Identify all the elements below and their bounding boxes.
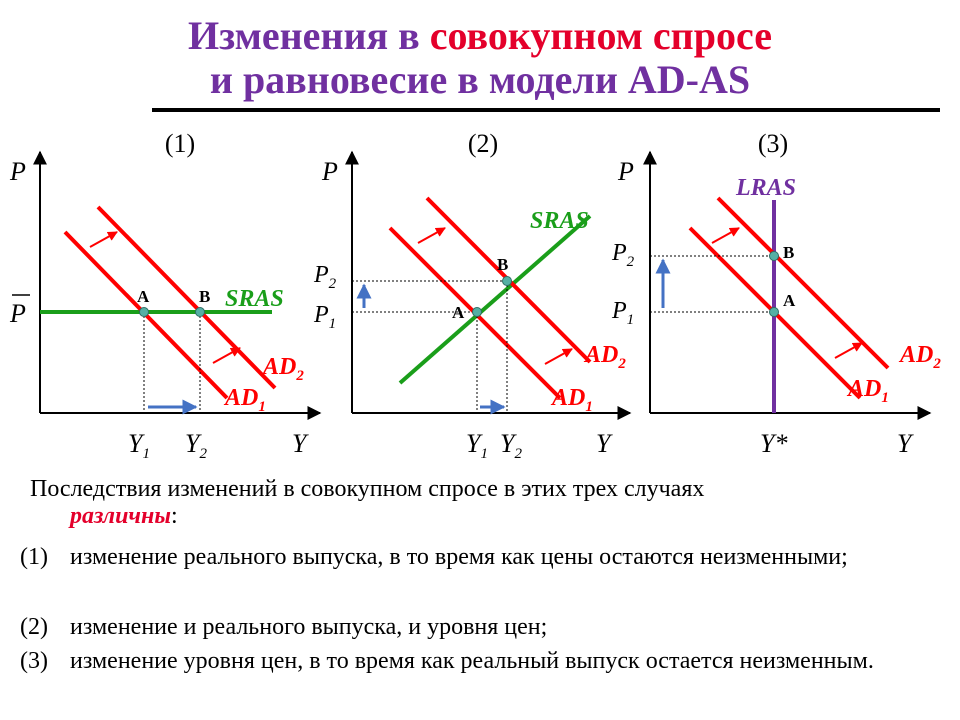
panel-1-p-axis-label: P (10, 157, 26, 186)
panel-2-p2-label: $P_2$ (314, 262, 337, 292)
title-line2: и равновесие в модели AD-AS (209, 57, 751, 102)
intro-highlight: различны (70, 503, 172, 529)
list-item-text: изменение и реального выпуска, и уровня цен; (70, 614, 548, 640)
panel-2-point-a (473, 308, 482, 317)
panel-3-ystar-label: Y* (760, 429, 788, 458)
list-item (20, 544, 940, 571)
title-line1-b: совокупном спросе (429, 13, 772, 58)
panel-2-ad2-label: $AD_2$ (585, 342, 626, 372)
intro-paragraph (20, 476, 940, 530)
panel-1-ad1-label: $AD_1$ (225, 385, 266, 415)
intro-colon: : (171, 503, 178, 529)
panel-2-sras-curve (400, 216, 590, 383)
panel-2-point-b-label: B (497, 255, 509, 274)
panel-3-point-a-label: A (783, 291, 796, 310)
panel-3-y-axis-label: Y (897, 429, 912, 458)
panel-1-point-b-label: B (199, 287, 211, 306)
panel-2-y-axis-label: Y (596, 429, 611, 458)
panel-1-point-a-label: A (137, 287, 150, 306)
panel-2 (313, 129, 630, 462)
panel-2-point-b (503, 277, 512, 286)
panel-2-y1-label: $Y_1$ (466, 429, 488, 462)
panel-3-ad2-label: $AD_2$ (900, 342, 941, 372)
panel-3 (611, 129, 941, 458)
panel-1-point-a (140, 308, 149, 317)
panel-2-shift-arrow-upper (418, 228, 445, 243)
panel-2-shift-arrow-lower (545, 349, 572, 364)
panel-3-shift-arrow-lower (835, 343, 862, 358)
list-item-number: (1) (20, 544, 48, 570)
panel-1-y2-label: $Y_2$ (185, 429, 207, 462)
list-item-number: (3) (20, 648, 48, 674)
intro-text: Последствия изменений в совокупном спросе в этих трех случаях (30, 476, 705, 502)
title-line1-a: Изменения в (188, 13, 430, 58)
panel-1 (9, 129, 320, 462)
panel-3-shift-arrow-upper (712, 228, 739, 243)
panel-2-y2-label: $Y_2$ (500, 429, 522, 462)
panel-3-ad1-label: $AD_1$ (848, 376, 889, 406)
panel-1-y-axis-label: Y (292, 429, 307, 458)
panel-2-sras-label: SRAS (530, 208, 589, 234)
panel-2-ad1-label: $AD_1$ (552, 385, 593, 415)
panel-1-shift-arrow-lower (213, 348, 240, 363)
panel-1-y1-label: $Y_1$ (128, 429, 150, 462)
panel-2-p1-label: $P_1$ (314, 302, 337, 332)
panel-3-p2-label: $P_2$ (612, 240, 635, 270)
panel-1-sras-label: SRAS (225, 286, 284, 312)
panel-3-lras-label: LRAS (736, 175, 797, 201)
panel-3-point-b-label: B (783, 243, 795, 262)
panel-2-point-a-label: A (452, 303, 465, 322)
panel-1-number: (1) (164, 129, 196, 158)
panel-1-point-b (196, 308, 205, 317)
panel-1-ad2-label: $AD_2$ (263, 354, 304, 384)
panel-1-shift-arrow-upper (90, 232, 117, 247)
list-item (20, 648, 940, 675)
list-item-number: (2) (20, 614, 48, 640)
panel-3-number: (3) (757, 129, 789, 158)
panel-3-p1-label: $P_1$ (612, 298, 635, 328)
list-item-text: изменение реального выпуска, в то время как цены остаются неизменными; (70, 544, 848, 570)
panel-3-point-b (770, 252, 779, 261)
panel-3-p-axis-label: P (618, 157, 634, 186)
panel-2-number: (2) (467, 129, 499, 158)
list-item-text: изменение уровня цен, в то время как реальный выпуск остается неизменным. (70, 648, 874, 674)
panel-1-p-bar-label: P (10, 299, 26, 328)
list-item (20, 614, 940, 641)
panel-2-p-axis-label: P (322, 157, 338, 186)
panel-3-point-a (770, 308, 779, 317)
